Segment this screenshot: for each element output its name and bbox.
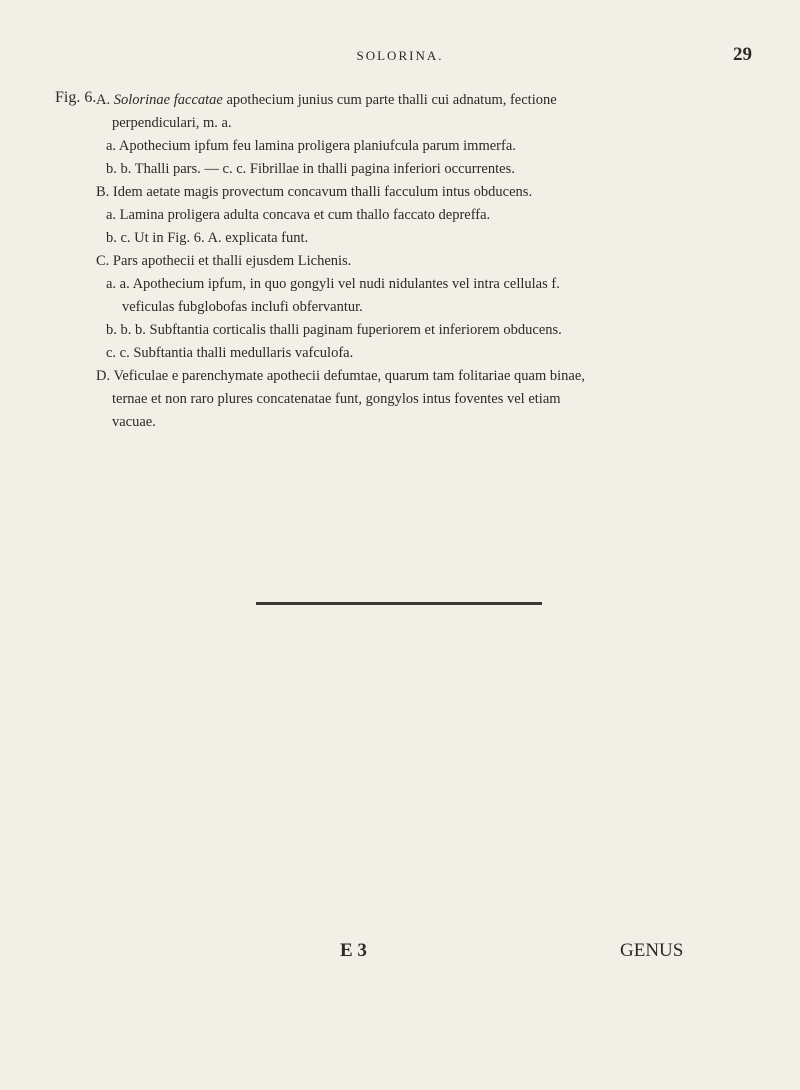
entry-D-line3: vacuae. xyxy=(112,414,156,430)
entry-C-cc: c. c. Subftantia thalli medullaris vafculofa. xyxy=(106,345,354,361)
running-title: SOLORINA. xyxy=(356,48,444,63)
signature-mark: E 3 xyxy=(340,940,367,961)
entry-A-species: Solorinae faccatae xyxy=(113,92,223,108)
entry-C-aa-line2: veficulas fubglobofas inclufi obfervantur. xyxy=(122,299,363,315)
entry-B-bc: b. c. Ut in Fig. 6. A. explicata funt. xyxy=(106,230,309,246)
entry-A xyxy=(96,89,761,135)
entry-C-aa xyxy=(96,273,761,319)
figure-label: Fig. 6. xyxy=(55,89,97,106)
entry-B: B. Idem aetate magis provectum concavum thalli facculum intus obducens. xyxy=(96,184,533,200)
catchword: GENUS xyxy=(620,940,684,961)
entry-C: C. Pars apothecii et thalli ejusdem Lichenis. xyxy=(96,253,352,269)
figure-explanation xyxy=(96,89,761,434)
entry-A-text: apothecium junius cum parte thalli cui adnatum, fectione xyxy=(226,92,557,108)
entry-C-aa-line1: a. a. Apothecium ipfum, in quo gongyli vel nudi nidulantes vel intra cellulas f. xyxy=(106,276,560,292)
entry-C-bb: b. b. b. Subftantia corticalis thalli paginam fuperiorem et inferiorem obducens. xyxy=(106,322,562,338)
entry-A-continuation: perpendiculari, m. a. xyxy=(112,115,232,131)
section-divider xyxy=(256,602,542,605)
entry-A-a: a. Apothecium ipfum feu lamina proligera planiufcula parum immerfa. xyxy=(106,138,516,154)
entry-B-a: a. Lamina proligera adulta concava et cum thallo faccato depreffa. xyxy=(106,207,491,223)
page-number: 29 xyxy=(733,44,752,65)
entry-A-bc: b. b. Thalli pars. — c. c. Fibrillae in thalli pagina inferiori occurrentes. xyxy=(106,161,515,177)
entry-D-line2: ternae et non raro plures concatenatae funt, gongylos intus foventes vel etiam xyxy=(112,391,561,407)
entry-D xyxy=(96,365,761,434)
entry-D-line1: D. Veficulae e parenchymate apothecii defumtae, quarum tam folitariae quam binae, xyxy=(96,368,585,384)
entry-A-lead: A. xyxy=(96,92,111,108)
